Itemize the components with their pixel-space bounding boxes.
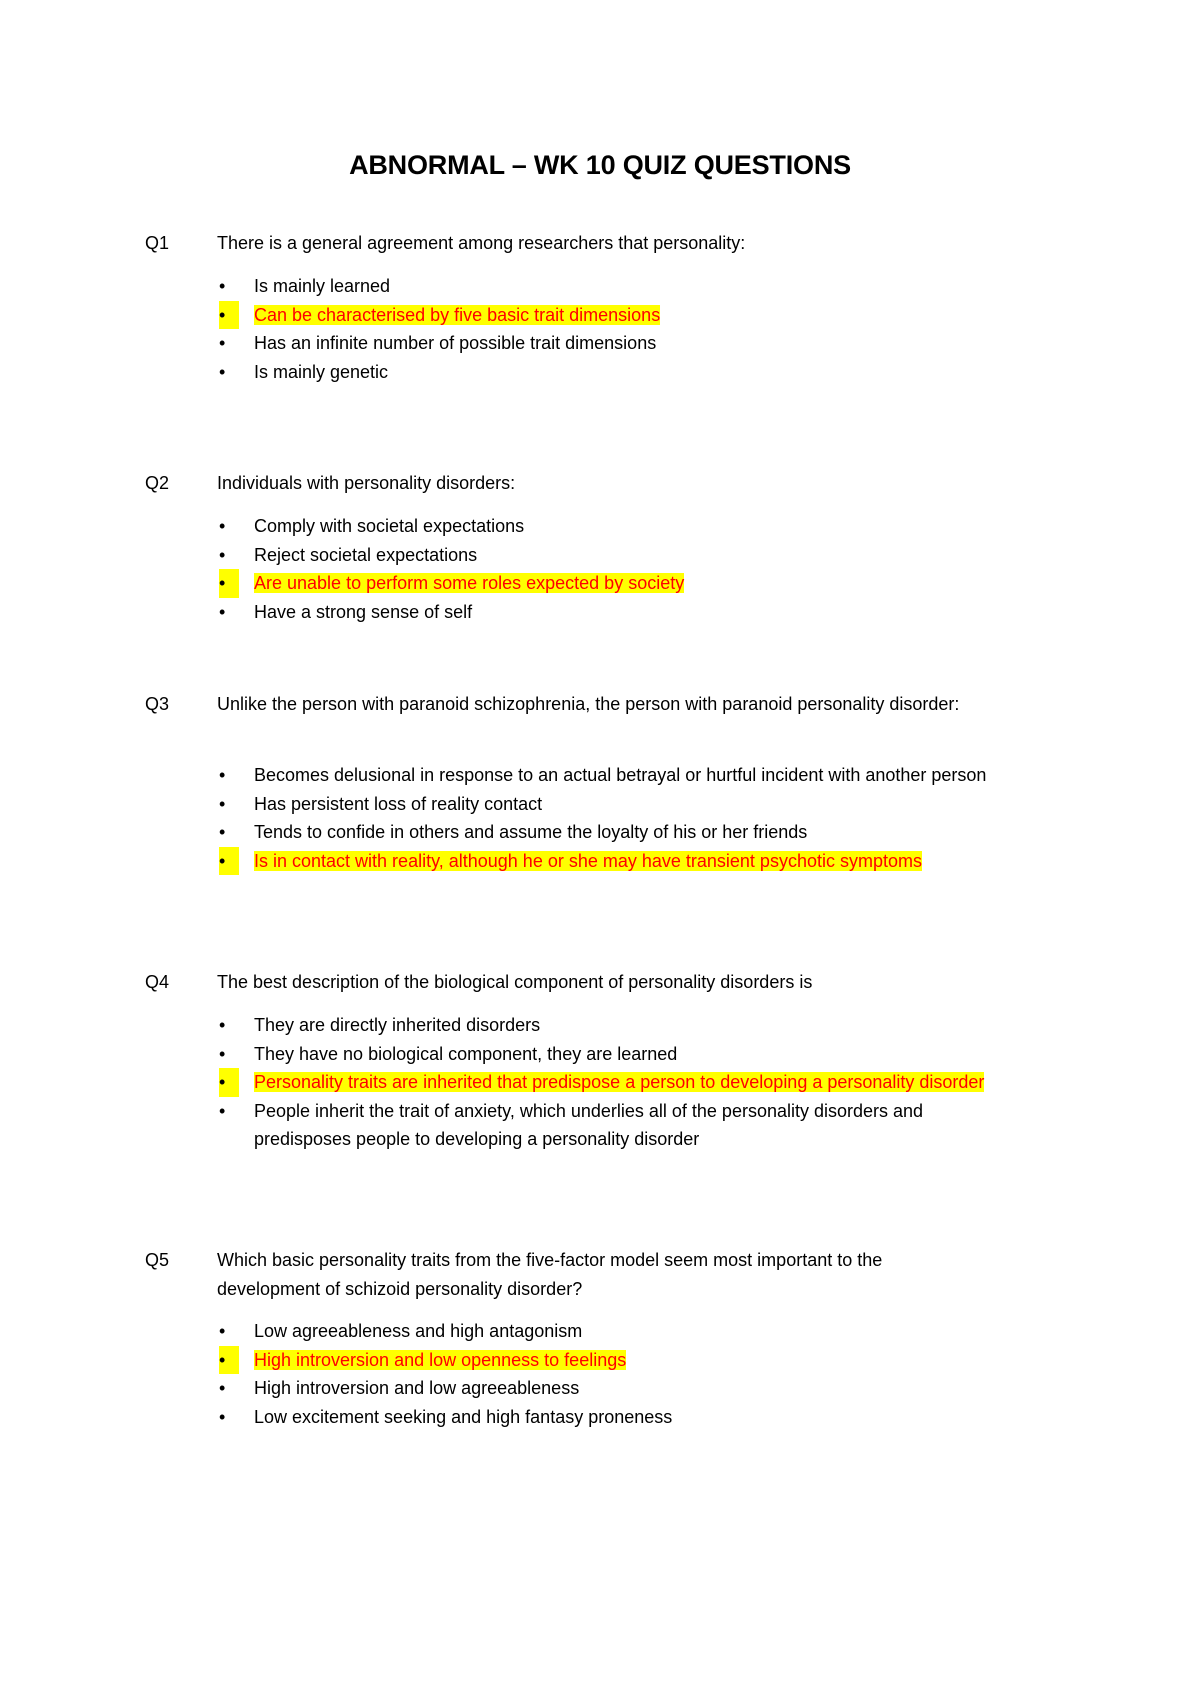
answer-option-text: Reject societal expectations (254, 544, 478, 565)
question-number: Q4 (145, 972, 170, 992)
bullet-icon: • (219, 333, 226, 353)
bullet-icon: • (219, 516, 226, 536)
answer-option (217, 1317, 997, 1346)
answer-options (217, 512, 997, 626)
bullet-icon: • (219, 1100, 226, 1121)
correct-answer-option (217, 301, 997, 330)
answer-option (217, 1403, 997, 1432)
answer-option-text: They have no biological component, they are learned (254, 1043, 678, 1064)
bullet-icon: • (219, 569, 239, 598)
answer-options (217, 1317, 997, 1431)
bullet-icon: • (219, 1015, 226, 1035)
question-number: Q5 (145, 1250, 170, 1270)
question-number: Q2 (145, 473, 170, 493)
answer-option (217, 1011, 997, 1040)
answer-options (217, 272, 997, 386)
question-number: Q3 (145, 694, 170, 714)
answer-option (217, 1040, 997, 1069)
bullet-icon: • (219, 1378, 226, 1398)
answer-option-text: Comply with societal expectations (254, 516, 525, 536)
question-text: Individuals with personality disorders: (217, 473, 516, 493)
answer-option (217, 790, 997, 819)
answer-option (217, 761, 997, 790)
answer-option-text: Becomes delusional in response to an actual betrayal or hurtful incident with another person (254, 765, 987, 785)
correct-answer-text: Is in contact with reality, although he or she may have transient psychotic symptoms (254, 850, 922, 871)
bullet-icon: • (219, 822, 226, 842)
correct-answer-text: High introversion and low openness to feelings (254, 1349, 627, 1370)
answer-option (217, 598, 997, 627)
bullet-icon: • (219, 765, 226, 785)
bullet-icon: • (219, 1321, 226, 1341)
answer-option-text: Low excitement seeking and high fantasy proneness (254, 1406, 673, 1427)
document-title: ABNORMAL – WK 10 QUIZ QUESTIONS (349, 150, 851, 180)
bullet-icon: • (219, 276, 226, 296)
answer-option (217, 272, 997, 301)
answer-option-text: Have a strong sense of self (254, 601, 473, 622)
correct-answer-text: Personality traits are inherited that predispose a person to developing a personality disorder (254, 1072, 985, 1092)
question-number: Q1 (145, 233, 170, 253)
correct-answer-option (217, 1068, 997, 1097)
bullet-icon: • (219, 1406, 226, 1427)
answer-option-text: Tends to confide in others and assume the loyalty of his or her friends (254, 822, 808, 842)
question-text: Unlike the person with paranoid schizophrenia, the person with paranoid personality disorder: (217, 694, 960, 714)
answer-option-text: Low agreeableness and high antagonism (254, 1321, 583, 1341)
answer-option (217, 1097, 997, 1154)
bullet-icon: • (219, 793, 226, 814)
question-text: Which basic personality traits from the five-factor model seem most important to the development of schizoid personality disorder? (217, 1250, 883, 1299)
correct-answer-text: Are unable to perform some roles expected by society (254, 573, 685, 593)
correct-answer-text: Can be characterised by five basic trait dimensions (254, 304, 661, 325)
answer-option (217, 541, 997, 570)
bullet-icon: • (219, 1043, 226, 1064)
correct-answer-option (217, 569, 997, 598)
bullet-icon: • (219, 1346, 239, 1375)
correct-answer-option (217, 847, 997, 876)
correct-answer-option (217, 1346, 997, 1375)
answer-option (217, 329, 997, 358)
bullet-icon: • (219, 544, 226, 565)
question-text: The best description of the biological component of personality disorders is (217, 972, 813, 992)
bullet-icon: • (219, 847, 239, 876)
answer-option-text: Has an infinite number of possible trait dimensions (254, 333, 657, 353)
answer-option (217, 512, 997, 541)
answer-option-text: Has persistent loss of reality contact (254, 793, 543, 814)
answer-options (217, 1011, 997, 1154)
question-text: There is a general agreement among researchers that personality: (217, 233, 746, 253)
answer-option-text: Is mainly genetic (254, 361, 389, 382)
answer-option (217, 358, 997, 387)
answer-options (217, 761, 997, 875)
answer-option-text: They are directly inherited disorders (254, 1015, 541, 1035)
answer-option-text: People inherit the trait of anxiety, which underlies all of the personality disorders and predisposes people to developing a personality disorder (254, 1100, 924, 1149)
answer-option-text: High introversion and low agreeableness (254, 1378, 580, 1398)
bullet-icon: • (219, 601, 226, 622)
answer-option (217, 818, 997, 847)
bullet-icon: • (219, 1068, 239, 1097)
answer-option-text: Is mainly learned (254, 276, 391, 296)
bullet-icon: • (219, 361, 226, 382)
bullet-icon: • (219, 301, 239, 330)
answer-option (217, 1374, 997, 1403)
